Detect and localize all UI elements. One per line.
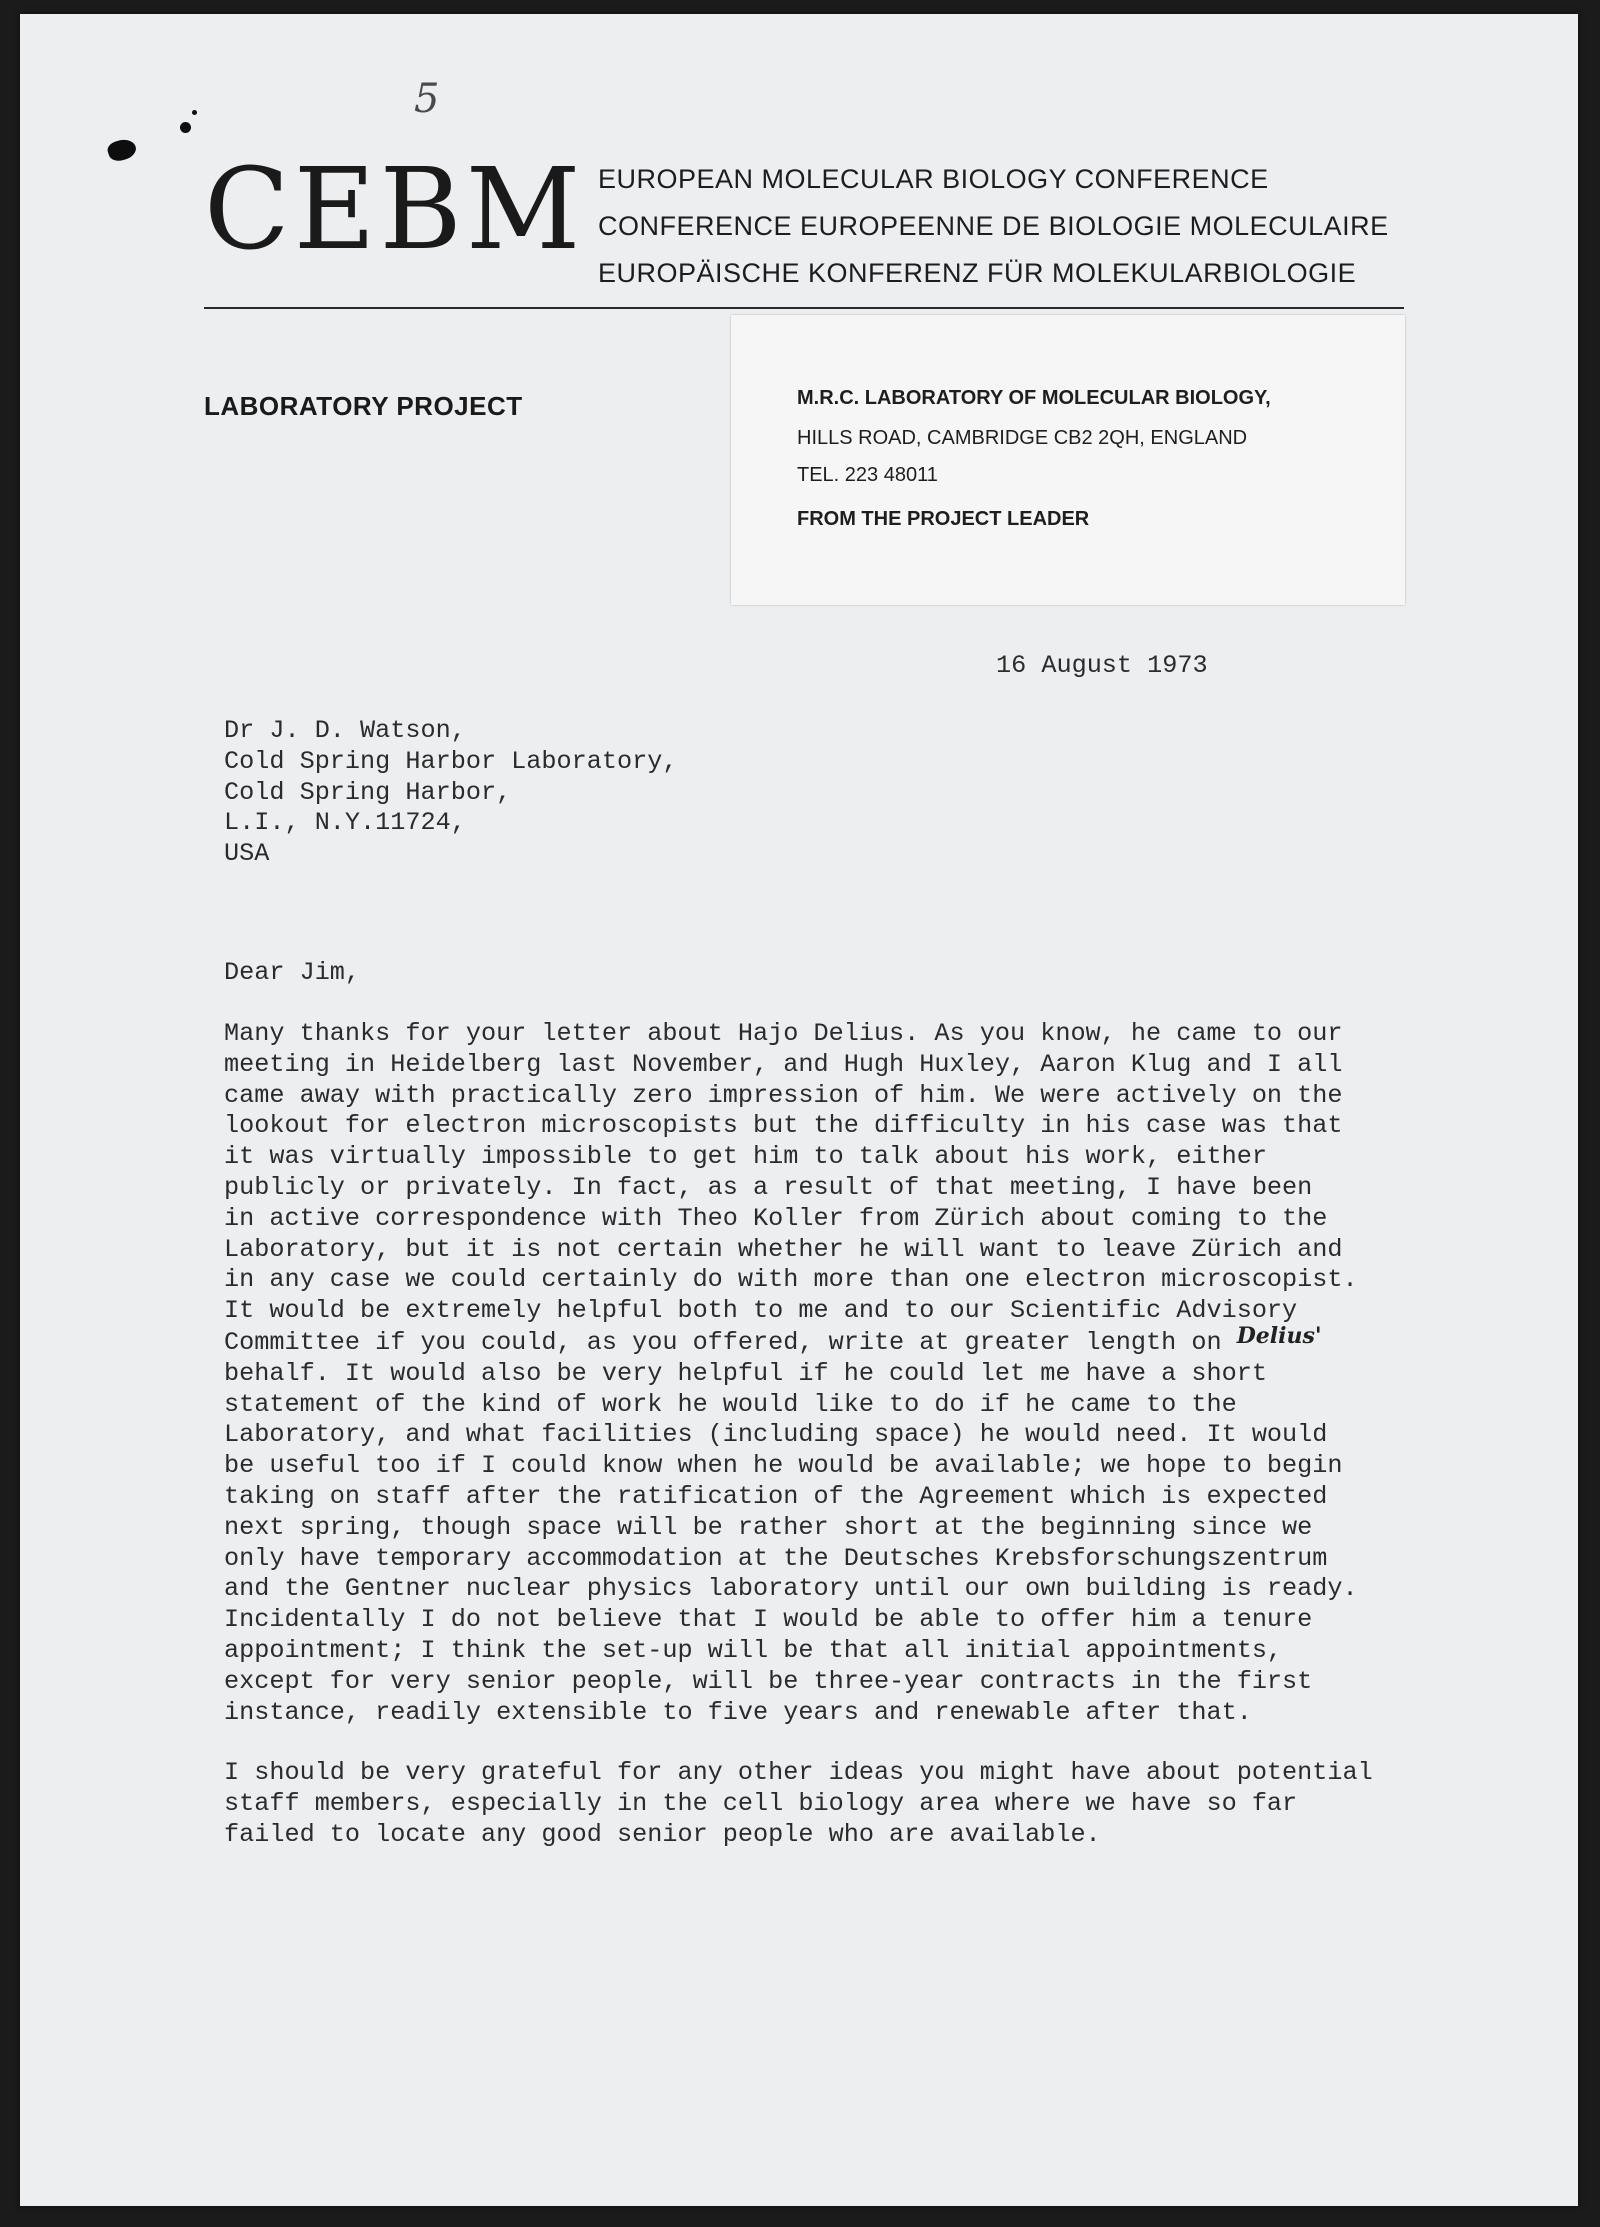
body-line: It would be extremely helpful both to me and to our Scientific Advisory xyxy=(224,1296,1298,1326)
letter-page xyxy=(20,14,1578,2206)
body-line: Committee if you could, as you offered, write at greater length on xyxy=(224,1327,1237,1357)
body-line: came away with practically zero impression of him. We were actively on the xyxy=(224,1080,1343,1110)
sender-from-line: FROM THE PROJECT LEADER xyxy=(797,508,1090,530)
sender-street: HILLS ROAD, CAMBRIDGE CB2 2QH, ENGLAND xyxy=(797,427,1248,449)
body-line: in any case we could certainly do with more than one electron microscopist. xyxy=(224,1265,1358,1295)
body-line: failed to locate any good senior people who are available. xyxy=(224,1819,1101,1849)
body-line: appointment; I think the set-up will be that all initial appointments, xyxy=(224,1635,1283,1665)
conference-names xyxy=(598,156,1389,297)
body-line: and the Gentner nuclear physics laboratory until our own building is ready. xyxy=(224,1574,1358,1604)
sender-address-label xyxy=(731,315,1405,605)
conference-name-de: EUROPÄISCHE KONFERENZ FÜR MOLEKULARBIOLOGIE xyxy=(598,258,1357,288)
body-line: in active correspondence with Theo Koller from Zürich about coming to the xyxy=(224,1203,1328,1233)
body-line: behalf. It would also be very helpful if he could let me have a short xyxy=(224,1358,1267,1388)
ink-blot xyxy=(192,110,197,115)
cebm-logo: CEBM xyxy=(204,145,585,275)
sender-telephone: TEL. 223 48011 xyxy=(797,464,938,486)
body-line: lookout for electron microscopists but the difficulty in his case was that xyxy=(224,1111,1343,1141)
ink-blot xyxy=(106,136,139,164)
body-line: except for very senior people, will be three-year contracts in the first xyxy=(224,1666,1313,1696)
body-paragraph-1 xyxy=(224,1019,1373,1728)
recipient-address xyxy=(224,716,677,870)
body-line: meeting in Heidelberg last November, and Hugh Huxley, Aaron Klug and I all xyxy=(224,1049,1343,1079)
ink-blot xyxy=(180,122,191,133)
body-line: only have temporary accommodation at the Deutsches Krebsforschungszentrum xyxy=(224,1543,1328,1573)
letter-date: 16 August 1973 xyxy=(996,651,1208,680)
recipient-line: Cold Spring Harbor, xyxy=(224,777,512,807)
body-paragraph-2 xyxy=(224,1758,1373,1850)
body-line: taking on staff after the ratification of the Agreement which is expected xyxy=(224,1481,1328,1511)
salutation: Dear Jim, xyxy=(224,958,361,987)
body-line: statement of the kind of work he would like to do if he came to the xyxy=(224,1389,1237,1419)
conference-name-fr: CONFERENCE EUROPEENNE DE BIOLOGIE MOLECULAIRE xyxy=(598,211,1389,241)
laboratory-project-label: LABORATORY PROJECT xyxy=(204,391,523,421)
sender-institution: M.R.C. LABORATORY OF MOLECULAR BIOLOGY, xyxy=(797,387,1271,409)
letter-body xyxy=(224,1019,1373,1851)
body-line: Many thanks for your letter about Hajo Delius. As you know, he came to our xyxy=(224,1019,1343,1048)
body-line: publicly or privately. In fact, as a result of that meeting, I have been xyxy=(224,1172,1313,1202)
recipient-line: Cold Spring Harbor Laboratory, xyxy=(224,746,678,776)
body-line: Laboratory, and what facilities (including space) he would need. It would xyxy=(224,1420,1328,1450)
conference-name-en: EUROPEAN MOLECULAR BIOLOGY CONFERENCE xyxy=(598,164,1269,194)
body-line: next spring, though space will be rather short at the beginning since we xyxy=(224,1512,1313,1542)
body-line: I should be very grateful for any other ideas you might have about potential xyxy=(224,1758,1373,1788)
body-line: it was virtually impossible to get him to talk about his work, either xyxy=(224,1142,1267,1172)
body-line: staff members, especially in the cell biology area where we have so far xyxy=(224,1789,1298,1819)
body-line: Laboratory, but it is not certain whether he will want to leave Zürich and xyxy=(224,1234,1343,1264)
recipient-line: USA xyxy=(224,839,270,869)
body-line: Incidentally I do not believe that I would be able to offer him a tenure xyxy=(224,1605,1313,1635)
handwritten-insert: Delius' xyxy=(1236,1322,1322,1349)
recipient-line: L.I., N.Y.11724, xyxy=(224,808,466,838)
header-divider xyxy=(204,307,1404,309)
body-line: instance, readily extensible to five years and renewable after that. xyxy=(224,1697,1252,1727)
body-line-with-insert xyxy=(224,1322,1373,1359)
recipient-line: Dr J. D. Watson, xyxy=(224,716,466,745)
page-number-mark: 5 xyxy=(414,76,440,122)
body-line: be useful too if I could know when he would be available; we hope to begin xyxy=(224,1451,1343,1481)
